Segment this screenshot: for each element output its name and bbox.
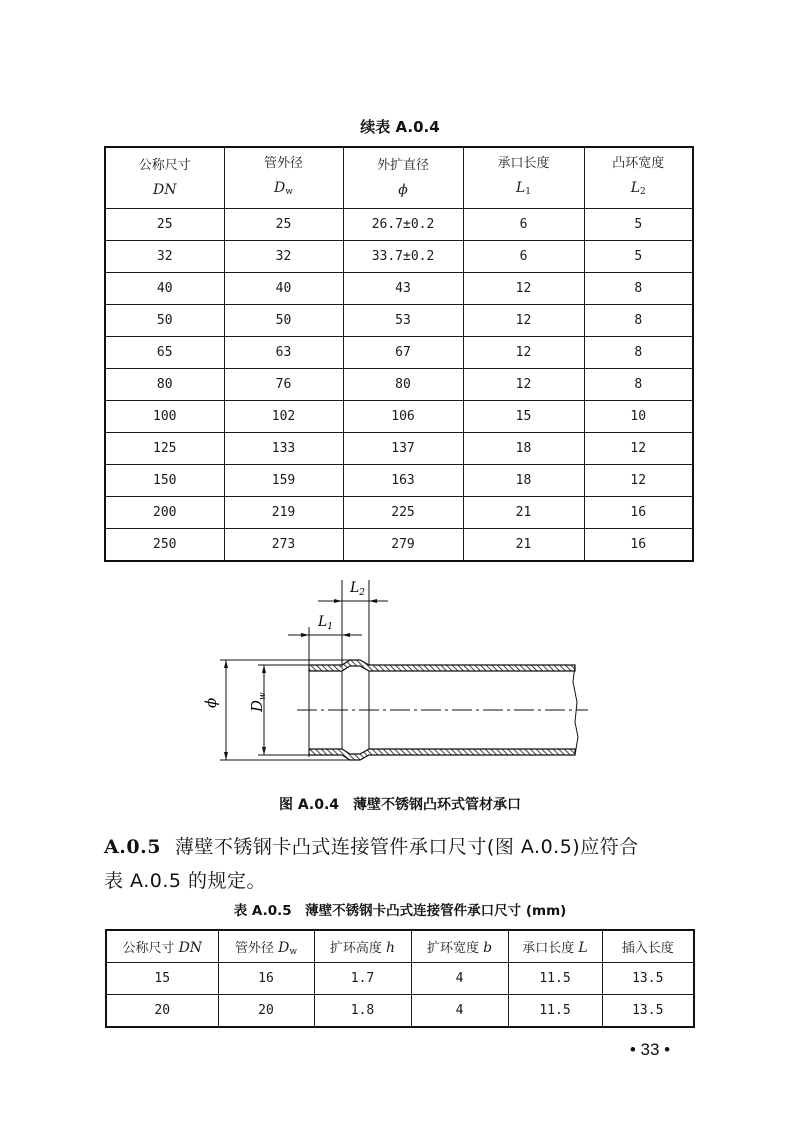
table-row: [105, 529, 693, 562]
table-cell: 8: [584, 337, 693, 369]
header-label: 公称尺寸: [122, 941, 179, 956]
header-cell-dn: [106, 930, 218, 963]
table-cell: 50: [105, 305, 224, 337]
table-cell: 53: [343, 305, 463, 337]
table-cell: 106: [343, 401, 463, 433]
header-symbol: DN: [153, 181, 177, 198]
header-label: 承口长度: [497, 156, 550, 171]
header-cell-l: [508, 930, 602, 963]
table-row: [106, 963, 694, 995]
table-cell: 25: [105, 209, 224, 241]
table-cell: 225: [343, 497, 463, 529]
table-row: [105, 337, 693, 369]
section-text-line1: 薄壁不锈钢卡凸式连接管件承口尺寸(图 A.0.5)应符合: [174, 836, 639, 858]
table-cell: 43: [343, 273, 463, 305]
table-cell: 12: [463, 305, 584, 337]
table-row: [105, 465, 693, 497]
table-a04-continued: [104, 146, 694, 562]
table-cell: 8: [584, 305, 693, 337]
table-cell: 63: [224, 337, 343, 369]
table-cell: 4: [411, 995, 508, 1028]
table-cell: 4: [411, 963, 508, 995]
figure-caption: 图 A.0.4 薄壁不锈钢凸环式管材承口: [278, 797, 522, 813]
header-symbol: D: [278, 939, 290, 956]
header-label: 承口长度: [522, 941, 579, 956]
header-symbol: DN: [178, 940, 203, 956]
table-cell: 163: [343, 465, 463, 497]
header-cell-dn: [105, 147, 224, 209]
header-symbol: D: [274, 180, 286, 196]
table-cell: 250: [105, 529, 224, 562]
table-row: [105, 305, 693, 337]
table-row: [105, 369, 693, 401]
table-cell: 33.7±0.2: [343, 241, 463, 273]
table-cell: 40: [224, 273, 343, 305]
table-cell: 26.7±0.2: [343, 209, 463, 241]
table-cell: 80: [343, 369, 463, 401]
table1-caption: 续表 A.0.4: [360, 118, 440, 136]
header-symbol: L: [630, 180, 641, 196]
table-cell: 12: [463, 369, 584, 401]
header-cell-h: [314, 930, 411, 963]
table-cell: 32: [224, 241, 343, 273]
phi-label: ϕ: [202, 697, 220, 708]
table-row: [106, 995, 694, 1028]
table-row: [105, 433, 693, 465]
table-cell: 279: [343, 529, 463, 562]
header-cell-l2: [584, 147, 693, 209]
table-header-row: [105, 147, 693, 209]
header-symbol: b: [483, 940, 493, 956]
header-cell-dw: [224, 147, 343, 209]
table-cell: 18: [463, 465, 584, 497]
table-row: [105, 209, 693, 241]
table-cell: 16: [218, 963, 314, 995]
header-label: 管外径: [234, 940, 279, 956]
header-symbol-subscript: w: [289, 946, 298, 957]
header-label: 公称尺寸: [138, 157, 191, 173]
table-cell: 32: [105, 241, 224, 273]
table-row: [105, 497, 693, 529]
table-cell: 20: [218, 995, 314, 1028]
header-symbol: ϕ: [398, 181, 408, 198]
table-cell: 12: [584, 465, 693, 497]
dw-label: $D_w$: [248, 692, 268, 712]
table-row: [105, 273, 693, 305]
table-cell: 1.8: [314, 995, 411, 1028]
table-cell: 12: [463, 273, 584, 305]
table-cell: 12: [584, 433, 693, 465]
header-cell-l1: [463, 147, 584, 209]
table-cell: 21: [463, 497, 584, 529]
pipe-wall-top: [309, 660, 575, 671]
section-number: A.0.5: [104, 836, 161, 858]
header-label: 插入长度: [621, 941, 674, 956]
table-cell: 16: [584, 529, 693, 562]
table-cell: 18: [463, 433, 584, 465]
pipe-wall-bottom: [309, 749, 575, 760]
header-label: 管外径: [263, 156, 303, 171]
table-cell: 200: [105, 497, 224, 529]
header-symbol: h: [386, 940, 396, 956]
header-cell-insert-length: [602, 930, 694, 963]
table2-caption: 表 A.0.5 薄壁不锈钢卡凸式连接管件承口尺寸 (mm): [233, 903, 567, 919]
figure-a04-drawing: [200, 572, 600, 782]
table-cell: 6: [463, 209, 584, 241]
table-cell: 20: [106, 995, 218, 1028]
table-cell: 102: [224, 401, 343, 433]
table-cell: 219: [224, 497, 343, 529]
table-body: [105, 209, 693, 562]
table-cell: 137: [343, 433, 463, 465]
header-symbol: L: [578, 940, 588, 956]
l1-label: $L_1$: [318, 614, 334, 632]
header-symbol-subscript: 1: [525, 187, 532, 197]
table-cell: 6: [463, 241, 584, 273]
table-row: [105, 401, 693, 433]
table-cell: 67: [343, 337, 463, 369]
table-cell: 25: [224, 209, 343, 241]
table-cell: 8: [584, 369, 693, 401]
table-cell: 80: [105, 369, 224, 401]
header-cell-dw: [218, 930, 314, 963]
l2-label: $L_2$: [350, 580, 366, 598]
table-cell: 13.5: [602, 963, 694, 995]
table-cell: 21: [463, 529, 584, 562]
phi-dimension: [202, 660, 350, 760]
table-body: [106, 963, 694, 1028]
l1-dimension: [288, 614, 362, 757]
table-cell: 40: [105, 273, 224, 305]
table-cell: 273: [224, 529, 343, 562]
table-cell: 133: [224, 433, 343, 465]
header-cell-phi: [343, 147, 463, 209]
table-cell: 150: [105, 465, 224, 497]
table-cell: 5: [584, 209, 693, 241]
header-label: 凸环宽度: [612, 156, 665, 171]
header-symbol-subscript: 2: [640, 187, 646, 197]
header-cell-b: [411, 930, 508, 963]
table-cell: 16: [584, 497, 693, 529]
table-cell: 1.7: [314, 963, 411, 995]
table-row: [105, 241, 693, 273]
table-cell: 11.5: [508, 995, 602, 1028]
table-cell: 76: [224, 369, 343, 401]
table-cell: 13.5: [602, 995, 694, 1028]
table-header-row: [106, 930, 694, 963]
page-number: • 33 •: [629, 1040, 671, 1059]
table-cell: 100: [105, 401, 224, 433]
table-cell: 10: [584, 401, 693, 433]
table-cell: 15: [463, 401, 584, 433]
header-label: 外扩直径: [376, 157, 429, 173]
table-cell: 65: [105, 337, 224, 369]
header-symbol: L: [515, 180, 526, 196]
header-symbol-subscript: w: [285, 187, 293, 197]
table-cell: 12: [463, 337, 584, 369]
table-cell: 8: [584, 273, 693, 305]
table-cell: 11.5: [508, 963, 602, 995]
table-cell: 159: [224, 465, 343, 497]
section-paragraph-line2: 表 A.0.5 的规定。: [104, 870, 266, 892]
header-label: 扩环高度: [329, 941, 387, 956]
table-a05: [105, 929, 695, 1028]
header-label: 扩环宽度: [426, 941, 484, 956]
table-cell: 5: [584, 241, 693, 273]
table-cell: 125: [105, 433, 224, 465]
section-paragraph: [104, 832, 704, 859]
table-cell: 15: [106, 963, 218, 995]
table-cell: 50: [224, 305, 343, 337]
